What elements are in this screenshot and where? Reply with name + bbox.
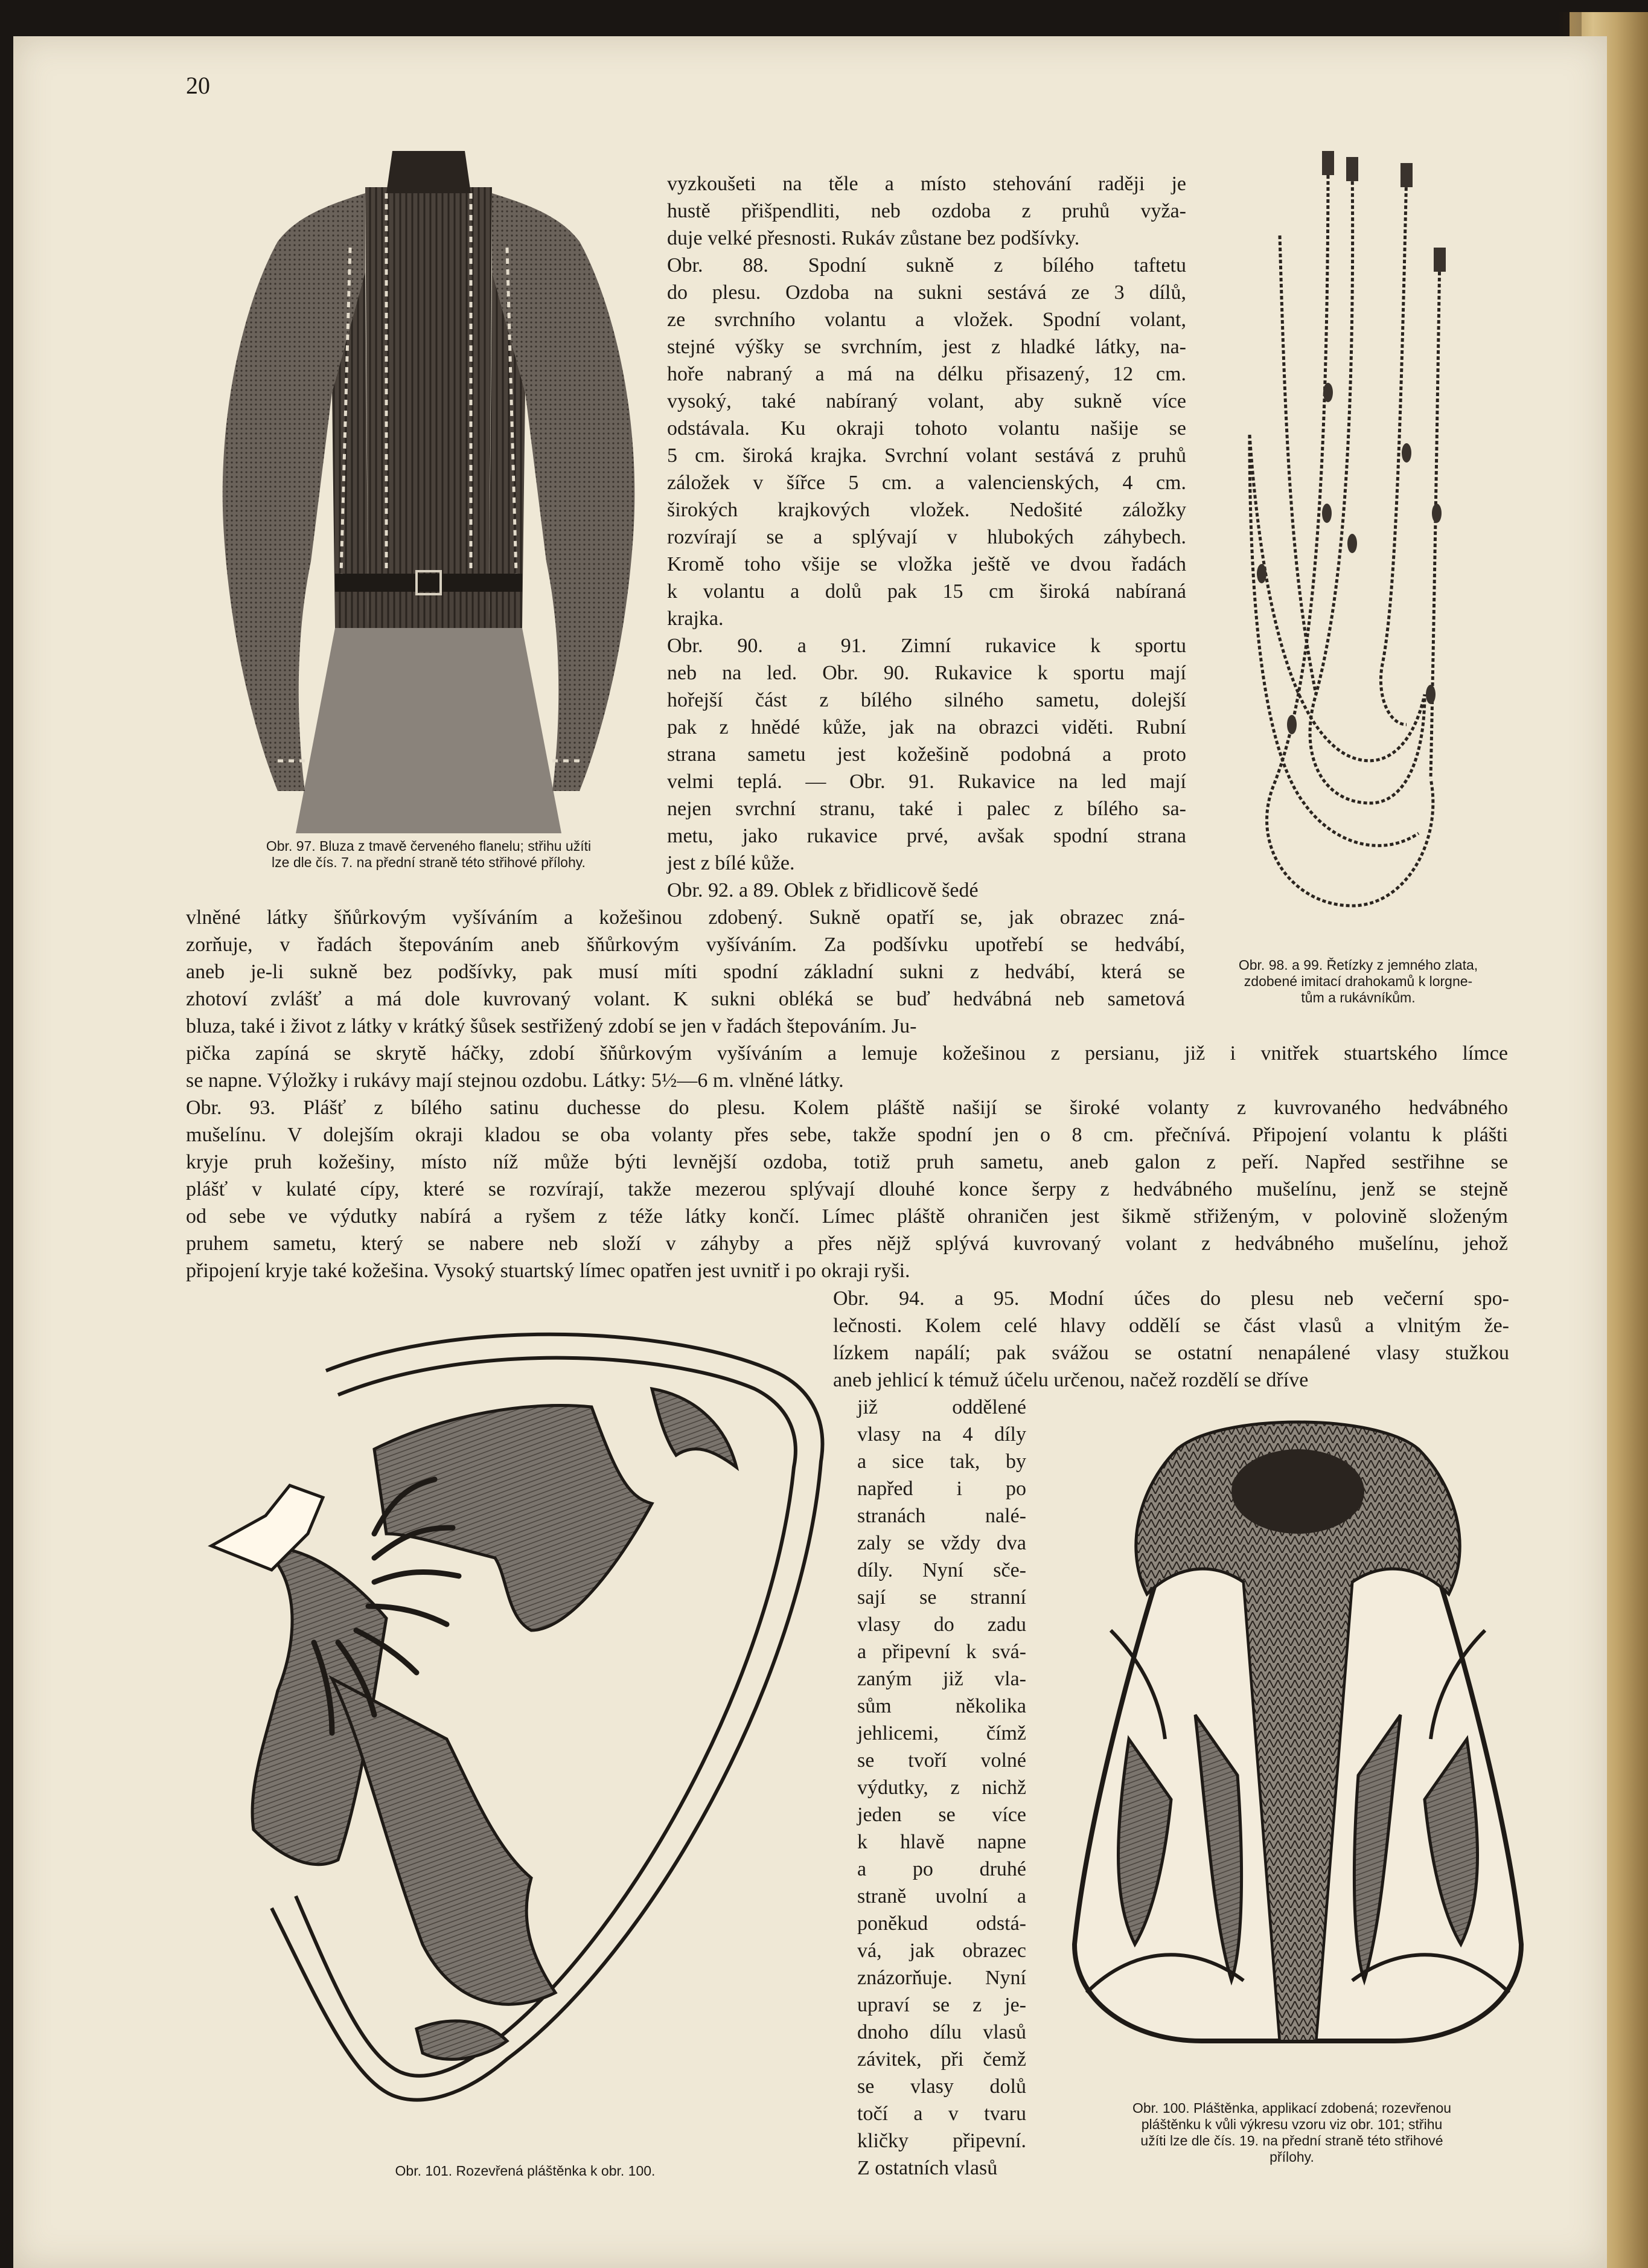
text-line: 5 cm. široká krajka. Svrchní volant sestává z pruhů — [667, 444, 1186, 467]
text-line: zhotoví zvlášť a má dole kuvrovaný volant. K sukni obléká se buď hedvábná neb sametová — [186, 988, 1185, 1010]
text-line: odstávala. Ku okraji tohoto volantu našije se — [667, 417, 1186, 440]
text-line: točí a v tvaru — [857, 2103, 1026, 2125]
text-line: aneb jehlicí k témuž účelu určenou, načež rozdělí se dříve — [833, 1369, 1309, 1391]
text-block-wide-2 — [186, 1040, 1508, 1284]
text-line: pak z hnědé kůže, jak na obrazci viděti. Rubní — [667, 716, 1186, 738]
text-line: vá, jak obrazec — [857, 1940, 1026, 1962]
text-line: a po druhé — [857, 1858, 1026, 1880]
text-line: připojení kryje také kožešina. Vysoký stuartský límec opatřen jest uvnitř i po okraji ryši. — [186, 1260, 910, 1282]
caption-fig97: Obr. 97. Bluza z tmavě červeného flanelu; střihu užíti lze dle čís. 7. na přední straně této střihové přílohy. — [266, 838, 592, 870]
text-line: Obr. 88. Spodní sukně z bílého taftetu — [667, 254, 1186, 277]
text-line: širokých krajkových vložek. Nedošité záložky — [667, 499, 1186, 521]
text-line: plášť v kulaté cípy, které se rozvírají, takže mezerou splývají dlouhé konce šerpy z hedvábného mušelínu, jenž se stejně — [186, 1178, 1508, 1200]
text-line: zaným již vla- — [857, 1668, 1026, 1690]
text-line: velmi teplá. — Obr. 91. Rukavice na led mají — [667, 770, 1186, 793]
figure-97-blouse — [205, 151, 652, 839]
text-line: strana sametu jest kožešině podobná a proto — [667, 743, 1186, 766]
text-column-right-of-blouse — [667, 170, 1186, 904]
text-line: lečnosti. Kolem celé hlavy oddělí se část vlasů a vlnitým že- — [833, 1315, 1509, 1337]
text-line: jehlicemi, čímž — [857, 1722, 1026, 1744]
text-line: jest z bílé kůže. — [667, 852, 795, 874]
text-line: zaly se vždy dva — [857, 1532, 1026, 1554]
figure-98-99-chains — [1225, 151, 1479, 924]
text-line: vyzkoušeti na těle a místo stehování raději je — [667, 173, 1186, 195]
text-line: Obr. 90. a 91. Zimní rukavice k sportu — [667, 635, 1186, 657]
text-line: upraví se z je- — [857, 1994, 1026, 2016]
text-line: vlasy do zadu — [857, 1613, 1026, 1636]
page-number: 20 — [186, 72, 210, 99]
caption-fig100: Obr. 100. Pláštěnka, applikací zdobená; rozevřenou pláštěnku k vůli výkresu vzoru viz obr. 101; střihu užíti lze dle čís. 19. na přední straně této střihové přílohy. — [1132, 2100, 1452, 2165]
text-line: zorňuje, v řadách štepováním aneb šňůrkovým vyšíváním. Za podšívku upotřebí se hedvábí, — [186, 934, 1185, 956]
text-line: nejen svrchní stranu, také i palec z bílého sa- — [667, 798, 1186, 820]
text-line: mušelínu. V dolejším okraji kladou se oba volanty přes sebe, takže spodní jen o 8 cm. přečnívá. Připojení volantu k plášti — [186, 1124, 1508, 1146]
text-line: vlněné látky šňůrkovým vyšíváním a kožešinou zdobený. Sukně opatří se, jak obrazec zná- — [186, 906, 1185, 929]
text-line: neb na led. Obr. 90. Rukavice k sportu mají — [667, 662, 1186, 684]
text-line: sům několika — [857, 1695, 1026, 1717]
text-line: Obr. 93. Plášť z bílého satinu duchesse do plesu. Kolem pláště našijí se široké volanty z kuvrovaného hedvábného — [186, 1097, 1508, 1119]
text-line: metu, jako rukavice prvé, avšak spodní strana — [667, 825, 1186, 847]
text-line: k volantu a dolů pak 15 cm široká nabíraná — [667, 580, 1186, 603]
text-line: již oddělené — [857, 1396, 1026, 1418]
text-line: bluza, také i život z látky v krátký šůsek sestřižený zdobí se jen v řadách štepováním. Ju- — [186, 1015, 917, 1037]
text-line: a připevní k svá- — [857, 1641, 1026, 1663]
text-line: se tvoří volné — [857, 1749, 1026, 1772]
caption-fig98-99: Obr. 98. a 99. Řetízky z jemného zlata, zdobené imitací drahokamů k lorgne- tům a rukávníkům. — [1238, 957, 1478, 1005]
text-line: stranách nalé- — [857, 1505, 1026, 1527]
text-line: díly. Nyní sče- — [857, 1559, 1026, 1581]
text-block-hairstyle-intro — [833, 1285, 1509, 1394]
text-line: se napne. Výložky i rukávy mají stejnou ozdobu. Látky: 5½—6 m. vlněné látky. — [186, 1069, 844, 1092]
text-line: poněkud odstá- — [857, 1912, 1026, 1935]
text-line: od sebe ve výdutky nabírá a ryšem z téže látky končí. Límec pláště ohraničen jest šikmě střiženým, v polovině složeným — [186, 1205, 1508, 1228]
figure-101-cape-pattern — [193, 1316, 833, 2162]
text-line: duje velké přesnosti. Rukáv zůstane bez podšívky. — [667, 227, 1080, 249]
text-line: a sice tak, by — [857, 1450, 1026, 1473]
text-line: ze svrchního volantu a vložek. Spodní volant, — [667, 309, 1186, 331]
text-line: vysoký, také nabíraný volant, aby sukně více — [667, 390, 1186, 412]
text-line: lízkem napálí; pak svážou se ostatní nenapálené vlasy stužkou — [833, 1342, 1509, 1364]
text-line: k hlavě napne — [857, 1831, 1026, 1853]
text-block-wide-1 — [186, 904, 1185, 1040]
text-line: hořejší část z bílého silného sametu, dolejší — [667, 689, 1186, 711]
text-line: Z ostatních vlasů — [857, 2157, 998, 2179]
text-line: závitek, při čemž — [857, 2048, 1026, 2071]
text-line: se vlasy dolů — [857, 2075, 1026, 2098]
text-line: napřed i po — [857, 1478, 1026, 1500]
text-line: pička zapíná se skrytě háčky, zdobí šňůrkovým vyšíváním a lemuje kožešinou z persianu, již i vnitřek stuartského límce — [186, 1042, 1508, 1065]
text-line: kličky připevní. — [857, 2130, 1026, 2152]
text-line: záložek v šířce 5 cm. a valencienských, 4 cm. — [667, 472, 1186, 494]
text-line: hustě přišpendliti, neb ozdoba z pruhů vyža- — [667, 200, 1186, 222]
text-line: sají se stranní — [857, 1586, 1026, 1609]
text-line: Kromě toho všije se vložka ještě ve dvou řadách — [667, 553, 1186, 575]
text-line: straně uvolní a — [857, 1885, 1026, 1908]
text-line: stejné výšky se svrchním, jest z hladké látky, na- — [667, 336, 1186, 358]
text-line: do plesu. Ozdoba na sukni sestává ze 3 dílů, — [667, 281, 1186, 304]
text-line: Obr. 94. a 95. Modní účes do plesu neb večerní spo- — [833, 1287, 1509, 1310]
text-column-narrow — [857, 1394, 1026, 2182]
text-line: krajka. — [667, 607, 724, 630]
text-line: znázorňuje. Nyní — [857, 1967, 1026, 1989]
caption-fig101: Obr. 101. Rozevřená pláštěnka k obr. 100. — [395, 2163, 656, 2179]
text-line: dnoho dílu vlasů — [857, 2021, 1026, 2043]
text-line: kryje pruh kožešiny, místo níž může býti levnější ozdoba, totiž pruh sametu, aneb galon z peří. Napřed sestřihne se — [186, 1151, 1508, 1173]
text-line: Obr. 92. a 89. Oblek z břidlicově šedé — [667, 879, 979, 902]
text-line: pruhem sametu, který se nabere neb složí v záhyby a přes nějž splývá kuvrovaný volant z hedvábného mušelínu, jehož — [186, 1232, 1508, 1255]
text-line: vlasy na 4 díly — [857, 1423, 1026, 1446]
text-line: aneb je-li sukně bez podšívky, pak musí míti spodní základní sukni z hedvábí, která se — [186, 961, 1185, 983]
figure-100-cape — [1062, 1401, 1533, 2089]
text-line: výdutky, z nichž — [857, 1776, 1026, 1799]
text-line: rozvírají se a splývají v hlubokých záhybech. — [667, 526, 1186, 548]
text-line: hoře nabraný a má na délku přisazený, 12 cm. — [667, 363, 1186, 385]
text-line: jeden se více — [857, 1804, 1026, 1826]
